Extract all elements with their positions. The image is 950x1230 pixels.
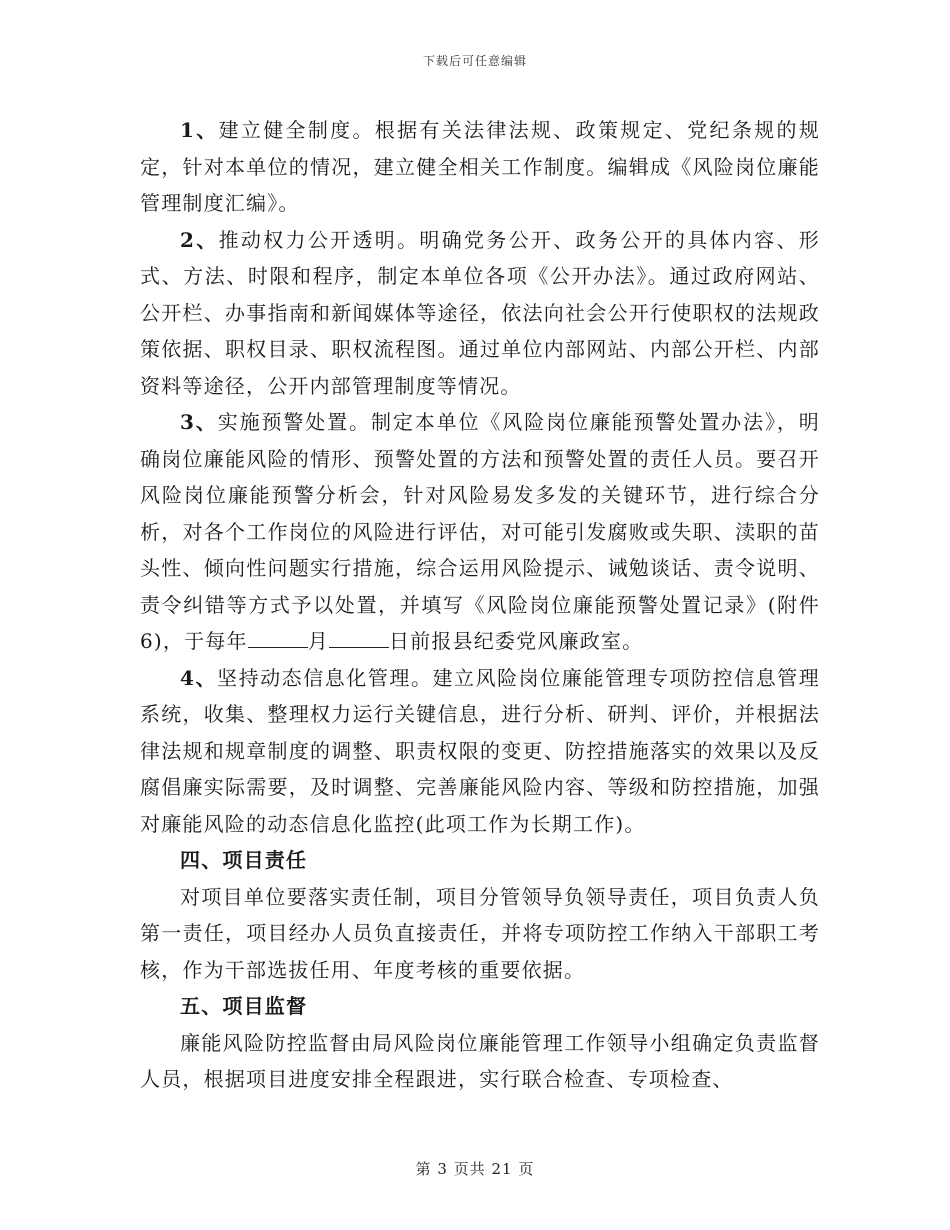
paragraph-text: 月: [307, 629, 329, 653]
paragraph-item-1: [140, 112, 820, 222]
paragraph-text: 建立健全制度。根据有关法律法规、政策规定、党纪条规的规定，针对本单位的情况，建立健全相关工作制度。编辑成《风险岗位廉能管理制度汇编》。: [140, 118, 820, 215]
item-number: 4、: [180, 665, 218, 690]
section-text-supervision: 廉能风险防控监督由局风险岗位廉能管理工作领导小组确定负责监督人员，根据项目进度安排全程跟进，实行联合检查、专项检查、: [140, 1030, 820, 1091]
paragraph-text: 推动权力公开透明。明确党务公开、政务公开的具体内容、形式、方法、时限和程序，制定本单位各项《公开办法》。通过政府网站、公开栏、办事指南和新闻媒体等途径，依法向社会公开行使职权的法规政策依据、职权目录、职权流程图。通过单位内部网站、内部公开栏、内部资料等途径，公开内部管理制度等情况。: [140, 227, 820, 398]
page-header: 下载后可任意编辑: [422, 54, 527, 68]
item-number: 2、: [180, 227, 219, 252]
page-number-footer: 第 3 页共 21 页: [415, 1160, 535, 1178]
paragraph-text: 实施预警处置。制定本单位《风险岗位廉能预警处置办法》，明确岗位廉能风险的情形、预警处置的方法和预警处置的责任人员。要召开风险岗位廉能预警分析会，针对风险易发多发的关键环节，进行综合分析，对各个工作岗位的风险进行评估，对可能引发腐败或失职、渎职的苗头性、倾向性问题实行措施，综合运用风险提示、诫勉谈话、责令说明、责令纠错等方式予以处置，并填写《风险岗位廉能预警处置记录》(附件6)，于每年: [140, 410, 820, 653]
paragraph-text: 坚持动态信息化管理。建立风险岗位廉能管理专项防控信息管理系统，收集、整理权力运行关键信息，进行分析、研判、评价，并根据法律法规和规章制度的调整、职责权限的变更、防控措施落实的效果以及反腐倡廉实际需要，及时调整、完善廉能风险内容、等级和防控措施，加强对廉能风险的动态信息化监控(此项工作为长期工作)。: [140, 665, 820, 836]
item-number: 3、: [180, 410, 218, 434]
paragraph-item-3: [140, 404, 820, 660]
fill-blank-day: [329, 629, 389, 648]
paragraph-text: 日前报县纪委党风廉政室。: [388, 629, 644, 653]
document-body: [140, 112, 820, 1098]
section-text-responsibility: 对项目单位要落实责任制，项目分管领导负领导责任，项目负责人负第一责任，项目经办人员负直接责任，并将专项防控工作纳入干部职工考核，作为干部选拔任用、年度考核的重要依据。: [140, 884, 820, 982]
item-number: 1、: [180, 118, 219, 142]
paragraph-item-4: [140, 660, 820, 843]
section-heading-responsibility: 四、项目责任: [180, 848, 308, 872]
section-heading-supervision: 五、项目监督: [180, 994, 308, 1018]
fill-blank-month: [248, 629, 308, 648]
paragraph-item-2: [140, 222, 820, 405]
